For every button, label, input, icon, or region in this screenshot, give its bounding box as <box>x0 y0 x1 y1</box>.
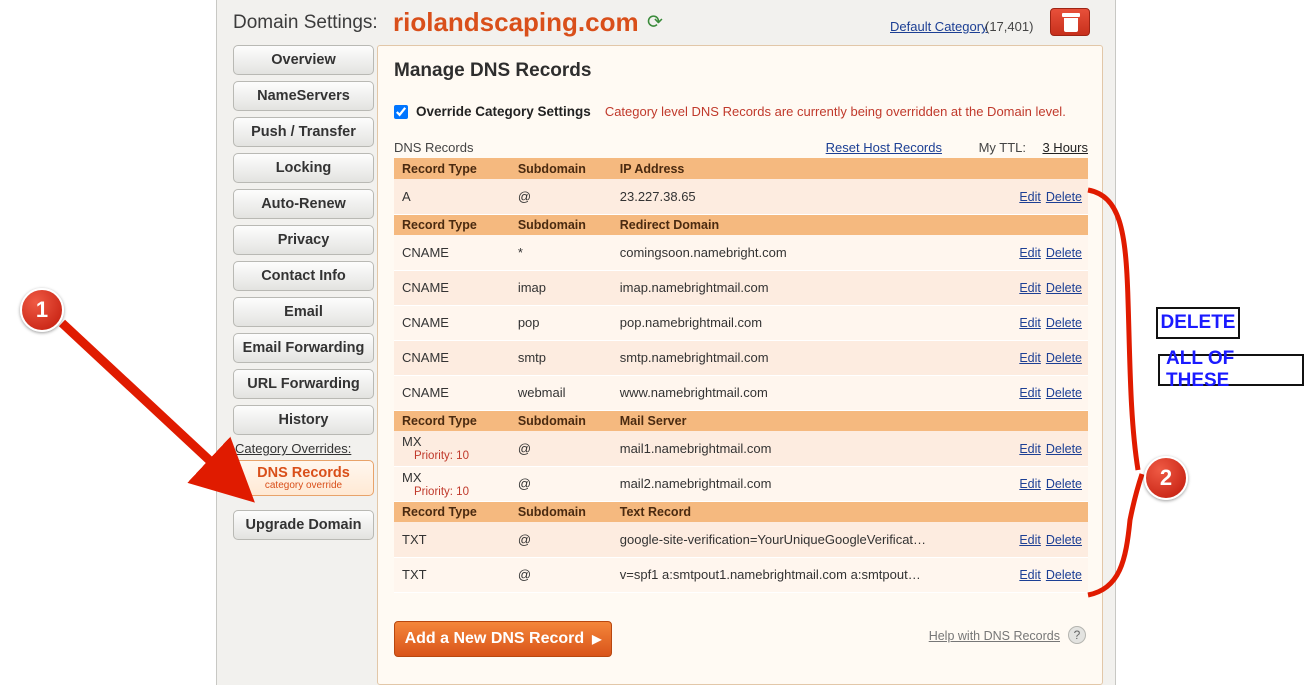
column-header-type: Record Type <box>394 214 510 235</box>
add-dns-record-label: Add a New DNS Record <box>404 630 585 647</box>
refresh-icon[interactable]: ⟳ <box>647 12 663 33</box>
delete-link[interactable]: Delete <box>1045 477 1082 491</box>
edit-link[interactable]: Edit <box>1019 189 1041 204</box>
sidebar-item-label: Upgrade Domain <box>245 517 362 533</box>
record-actions <box>1011 522 1088 557</box>
edit-link[interactable]: Edit <box>1019 281 1041 295</box>
column-header-actions <box>1011 214 1088 235</box>
override-category-label: Override Category Settings <box>416 104 591 119</box>
sidebar-item-label: Auto-Renew <box>261 196 346 212</box>
trash-icon-button[interactable] <box>1050 8 1090 36</box>
record-value: v=spf1 a:smtpout1.namebrightmail.com a:smtpout… <box>612 557 1012 592</box>
table-row <box>394 431 1088 466</box>
column-header-value: Redirect Domain <box>612 214 1012 235</box>
sidebar-item-label: Email Forwarding <box>242 340 365 356</box>
table-header-row <box>394 410 1088 431</box>
record-value: pop.namebrightmail.com <box>612 305 1012 340</box>
table-header-row <box>394 501 1088 522</box>
ttl-label: My TTL: <box>978 140 1026 155</box>
table-row <box>394 235 1088 270</box>
column-header-type: Record Type <box>394 158 510 179</box>
column-header-value: Text Record <box>612 501 1012 522</box>
sidebar-item-locking[interactable] <box>233 153 374 183</box>
delete-link[interactable]: Delete <box>1045 189 1082 204</box>
sidebar-item-contact-info[interactable] <box>233 261 374 291</box>
annotation-note-all-of-these: ALL OF THESE <box>1158 354 1304 386</box>
record-subdomain: @ <box>510 431 612 466</box>
record-actions <box>1011 375 1088 410</box>
delete-link[interactable]: Delete <box>1045 441 1082 456</box>
record-value: smtp.namebrightmail.com <box>612 340 1012 375</box>
nav-spacer <box>233 496 378 510</box>
record-type: TXT <box>394 557 510 592</box>
trash-lid <box>1062 13 1080 17</box>
record-subdomain: @ <box>510 179 612 214</box>
record-actions <box>1011 466 1088 501</box>
default-category-link[interactable]: Default Category <box>890 19 988 34</box>
sidebar-item-label: History <box>278 412 329 428</box>
record-type: CNAME <box>394 375 510 410</box>
annotation-badge-1: 1 <box>20 288 64 332</box>
sidebar-item-label: NameServers <box>257 88 350 104</box>
column-header-subdomain: Subdomain <box>510 158 612 179</box>
record-value: comingsoon.namebright.com <box>612 235 1012 270</box>
edit-link[interactable]: Edit <box>1019 316 1041 330</box>
domain-settings-panel <box>216 0 1116 685</box>
record-priority: Priority: 10 <box>414 485 469 498</box>
sidebar-item-auto-renew[interactable] <box>233 189 374 219</box>
record-value: imap.namebrightmail.com <box>612 270 1012 305</box>
column-header-subdomain: Subdomain <box>510 501 612 522</box>
column-header-actions <box>1011 410 1088 431</box>
record-value: mail2.namebrightmail.com <box>612 466 1012 501</box>
record-type: CNAME <box>394 340 510 375</box>
edit-link[interactable]: Edit <box>1019 441 1041 456</box>
column-header-value: IP Address <box>612 158 1012 179</box>
record-type: CNAME <box>394 235 510 270</box>
record-subdomain: @ <box>510 522 612 557</box>
record-type-label: MX <box>402 434 422 450</box>
sidebar-item-dns-records[interactable] <box>233 460 374 496</box>
record-type: CNAME <box>394 305 510 340</box>
card-title: Manage DNS Records <box>394 60 592 81</box>
sidebar-item-privacy[interactable] <box>233 225 374 255</box>
table-row <box>394 340 1088 375</box>
trash-can <box>1064 18 1078 32</box>
record-actions <box>1011 305 1088 340</box>
record-actions <box>1011 431 1088 466</box>
sidebar-item-label: Email <box>284 304 323 320</box>
record-subdomain: webmail <box>510 375 612 410</box>
record-actions <box>1011 340 1088 375</box>
domain-name: riolandscaping.com <box>393 7 639 37</box>
delete-link[interactable]: Delete <box>1045 245 1082 260</box>
sidebar-item-label: URL Forwarding <box>247 376 360 392</box>
reset-host-records-link[interactable]: Reset Host Records <box>825 140 942 155</box>
table-row <box>394 305 1088 340</box>
record-type: TXT <box>394 522 510 557</box>
sidebar-item-nameservers[interactable] <box>233 81 374 111</box>
edit-link[interactable]: Edit <box>1019 568 1041 582</box>
sidebar-item-url-forwarding[interactable] <box>233 369 374 399</box>
record-type <box>394 466 510 501</box>
record-subdomain: * <box>510 235 612 270</box>
delete-link[interactable]: Delete <box>1045 386 1082 400</box>
table-row <box>394 557 1088 592</box>
delete-link[interactable]: Delete <box>1045 316 1082 330</box>
dns-records-section-label: DNS Records <box>394 140 474 155</box>
record-value: mail1.namebrightmail.com <box>612 431 1012 466</box>
delete-link[interactable]: Delete <box>1045 281 1082 295</box>
sidebar-item-label: Push / Transfer <box>251 124 356 140</box>
override-category-checkbox[interactable] <box>394 105 408 119</box>
category-count: (17,401) <box>985 19 1034 34</box>
ttl-value[interactable]: 3 Hours <box>1042 140 1088 155</box>
sidebar-item-email[interactable] <box>233 297 374 327</box>
sidebar-item-history[interactable] <box>233 405 374 435</box>
sidebar-item-overview[interactable] <box>233 45 374 75</box>
column-header-subdomain: Subdomain <box>510 214 612 235</box>
column-header-value: Mail Server <box>612 410 1012 431</box>
table-header-row <box>394 158 1088 179</box>
record-type-label: MX <box>402 469 422 485</box>
help-icon[interactable]: ? <box>1068 626 1086 644</box>
table-row <box>394 466 1088 501</box>
annotation-note-delete: DELETE <box>1156 307 1240 339</box>
upgrade-domain-button[interactable] <box>233 510 374 540</box>
dns-records-table <box>394 158 1088 593</box>
record-type <box>394 431 510 466</box>
record-type: CNAME <box>394 270 510 305</box>
sidebar-item-label: Overview <box>271 52 336 68</box>
dns-records-label: DNS Records <box>257 465 350 481</box>
edit-link[interactable]: Edit <box>1019 532 1041 547</box>
table-row <box>394 522 1088 557</box>
record-subdomain: @ <box>510 466 612 501</box>
table-row <box>394 375 1088 410</box>
sidebar-item-label: Locking <box>275 160 332 176</box>
record-actions <box>1011 235 1088 270</box>
record-subdomain: pop <box>510 305 612 340</box>
record-value: google-site-verification=YourUniqueGoogleVerificat… <box>612 522 1012 557</box>
edit-link[interactable]: Edit <box>1019 477 1041 491</box>
page-header <box>217 0 1117 45</box>
record-actions <box>1011 270 1088 305</box>
delete-link[interactable]: Delete <box>1045 532 1082 547</box>
sidebar-item-label: Privacy <box>277 232 330 248</box>
dns-records-subbar <box>394 139 1088 159</box>
category-overrides-label: Category Overrides: <box>235 441 352 456</box>
delete-link[interactable]: Delete <box>1045 568 1082 582</box>
edit-link[interactable]: Edit <box>1019 245 1041 260</box>
column-header-subdomain: Subdomain <box>510 410 612 431</box>
override-note: Category level DNS Records are currently being overridden at the Domain level. <box>604 104 1066 119</box>
sidebar-nav <box>233 45 378 546</box>
chevron-right-icon: ▶ <box>592 632 602 646</box>
help-dns-link[interactable]: Help with DNS Records <box>928 629 1060 643</box>
record-actions <box>1011 179 1088 214</box>
dns-records-sublabel: category override <box>264 480 343 491</box>
record-priority: Priority: 10 <box>414 450 469 463</box>
record-subdomain: @ <box>510 557 612 592</box>
sidebar-item-label: Contact Info <box>261 268 346 284</box>
record-subdomain: imap <box>510 270 612 305</box>
column-header-actions <box>1011 158 1088 179</box>
table-header-row <box>394 214 1088 235</box>
manage-dns-card <box>377 45 1103 685</box>
sidebar-item-email-forwarding[interactable] <box>233 333 374 363</box>
record-value: www.namebrightmail.com <box>612 375 1012 410</box>
table-row <box>394 179 1088 214</box>
page-title-label: Domain Settings: <box>233 12 378 33</box>
sidebar-item-push-transfer[interactable] <box>233 117 374 147</box>
delete-link[interactable]: Delete <box>1045 351 1082 365</box>
record-actions <box>1011 557 1088 592</box>
column-header-actions <box>1011 501 1088 522</box>
add-dns-record-button[interactable] <box>394 621 612 657</box>
override-settings-row <box>394 104 1066 119</box>
edit-link[interactable]: Edit <box>1019 386 1041 400</box>
annotation-badge-2: 2 <box>1144 456 1188 500</box>
edit-link[interactable]: Edit <box>1019 351 1041 365</box>
record-subdomain: smtp <box>510 340 612 375</box>
column-header-type: Record Type <box>394 501 510 522</box>
table-row <box>394 270 1088 305</box>
column-header-type: Record Type <box>394 410 510 431</box>
record-value: 23.227.38.65 <box>612 179 1012 214</box>
record-type: A <box>394 179 510 214</box>
